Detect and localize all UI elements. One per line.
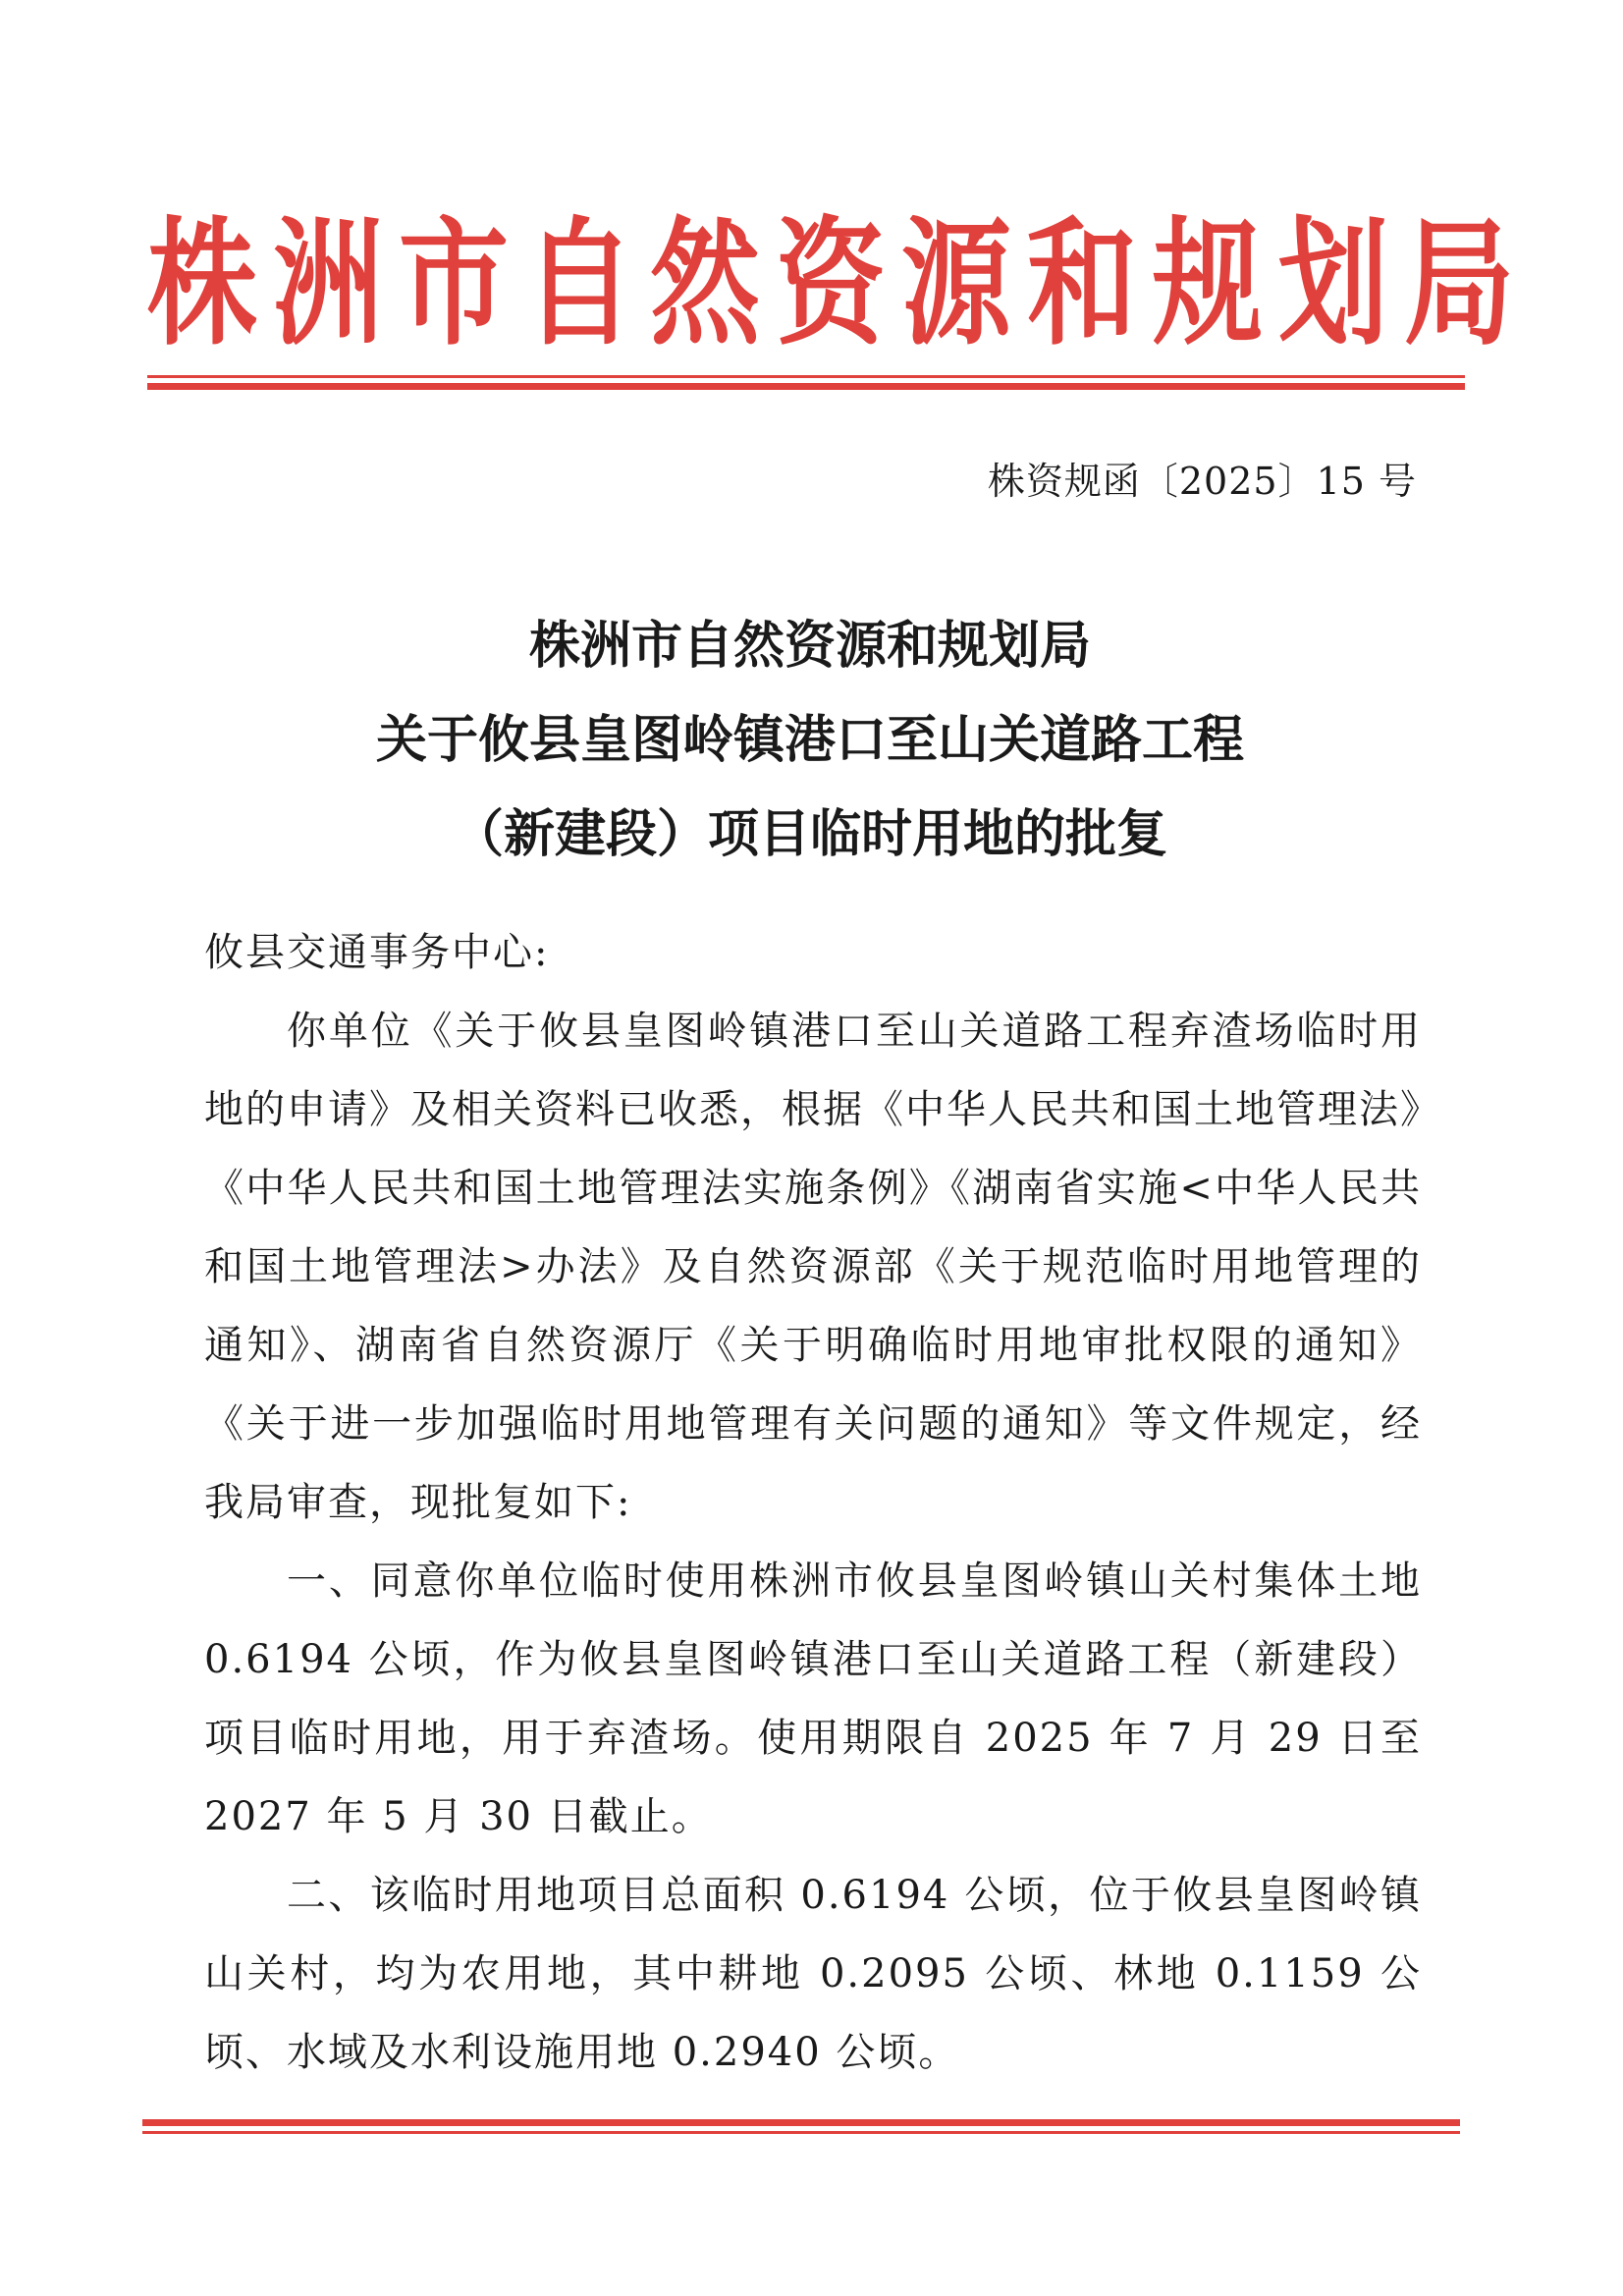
footer-rule-top [142,2119,1460,2126]
salutation: 攸县交通事务中心: [204,930,550,975]
title-line-2: 关于攸县皇图岭镇港口至山关道路工程 [375,710,1244,770]
document-body [204,913,1422,2092]
footer-rules [142,2119,1460,2134]
document-number: 株资规函〔2025〕15 号 [987,460,1417,503]
paragraph-intro: 你单位《关于攸县皇图岭镇港口至山关道路工程弃渣场临时用地的申请》及相关资料已收悉，根据《中华人民共和国土地管理法》《中华人民共和国土地管理法实施条例》《湖南省实施<中华人民共和国土地管理法>办法》及自然资源部《关于规范临时用地管理的通知》、湖南省自然资源厅《关于明确临时用地审批权限的通知》《关于进一步加强临时用地管理有关问题的通知》等文件规定，经我局审查，现批复如下: [204,1009,1422,1525]
document-title [147,599,1473,882]
paragraph-item-2: 二、该临时用地项目总面积 0.6194 公顷，位于攸县皇图岭镇山关村，均为农用地，其中耕地 0.2095 公顷、林地 0.1159 公顷、水域及水利设施用地 0.2940 公顷。 [204,1873,1422,2075]
letterhead-rule-top [147,375,1465,378]
title-line-1: 株洲市自然资源和规划局 [528,616,1091,676]
footer-rule-bottom [142,2131,1460,2134]
letterhead-rule-bottom [147,383,1465,390]
title-line-3: （新建段）项目临时用地的批复 [452,804,1167,864]
letterhead-issuer: 株洲市自然资源和规划局 [147,204,1530,365]
paragraph-item-1: 一、同意你单位临时使用株洲市攸县皇图岭镇山关村集体土地 0.6194 公顷，作为攸县皇图岭镇港口至山关道路工程（新建段）项目临时用地，用于弃渣场。使用期限自 2025 年 7 月 29 日至 2027 年 5 月 30 日截止。 [204,1558,1422,1839]
